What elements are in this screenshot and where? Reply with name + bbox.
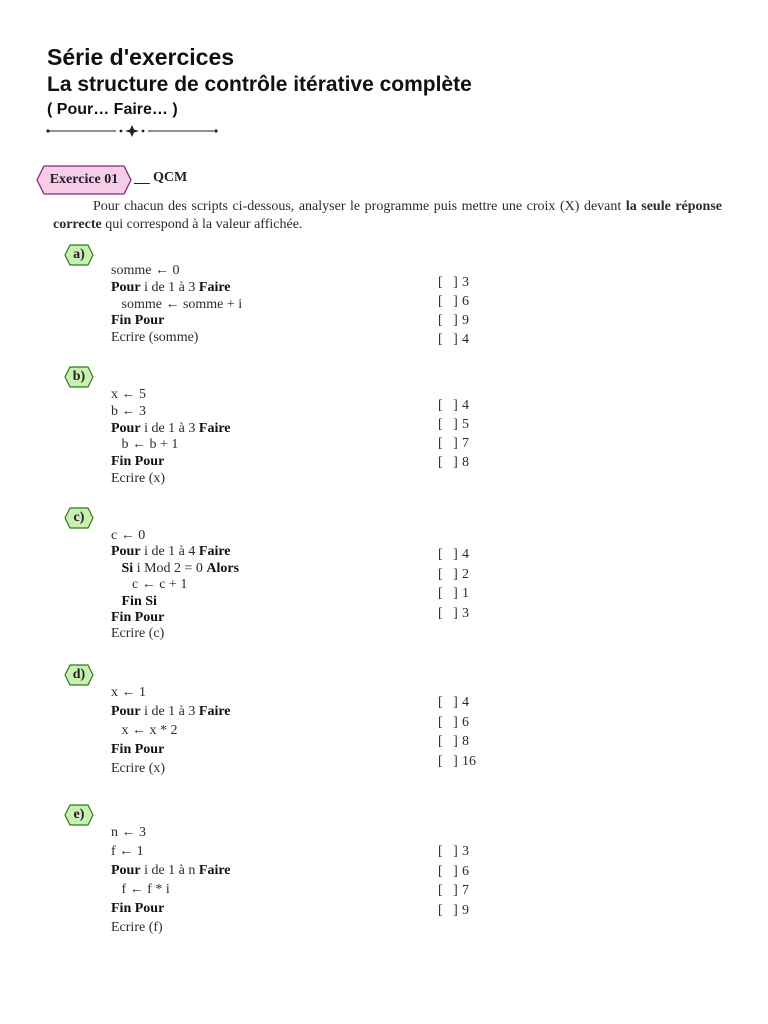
code-text [111, 561, 122, 576]
question-badge-c [64, 507, 94, 529]
code-text: Ecrire (x) [111, 761, 166, 776]
answer-checkbox[interactable]: [ ] [438, 547, 458, 562]
exercise-separator [134, 183, 150, 184]
answer-value: 16 [462, 753, 476, 769]
code-text: b ← 3 [111, 403, 146, 419]
code-keyword: Pour [111, 544, 141, 560]
answer-option[interactable] [438, 293, 469, 310]
answer-value: 4 [462, 332, 469, 347]
answer-option[interactable] [438, 416, 469, 433]
answer-option[interactable] [438, 882, 469, 899]
answer-value: 8 [462, 455, 469, 470]
answer-checkbox[interactable]: [ ] [438, 753, 458, 769]
code-text: x ← x * 2 [111, 723, 178, 738]
answer-value: 8 [462, 734, 469, 749]
question-badge-d [64, 664, 94, 686]
answer-option[interactable] [438, 397, 469, 414]
question-label: c) [73, 510, 85, 525]
exercise-instructions [53, 198, 722, 234]
answer-checkbox[interactable]: [ ] [438, 436, 458, 451]
answer-value: 1 [462, 586, 469, 601]
code-text: f ← 1 [111, 844, 144, 859]
code-text: Ecrire (somme) [111, 330, 199, 346]
answer-checkbox[interactable]: [ ] [438, 313, 458, 328]
answer-checkbox[interactable]: [ ] [438, 417, 458, 432]
code-text: n ← 3 [111, 825, 146, 840]
code-keyword: Faire [198, 863, 231, 878]
page-tagline: ( Pour… Faire… ) [47, 101, 178, 118]
code-line [111, 436, 178, 453]
answer-value: 3 [462, 605, 469, 621]
code-text: i de 1 à 4 [140, 544, 199, 560]
exercise-type: QCM [153, 170, 188, 185]
question-label: d) [72, 667, 86, 682]
answer-option[interactable] [438, 605, 469, 622]
code-line [111, 703, 231, 720]
code-line [111, 760, 165, 777]
code-line [111, 403, 146, 420]
answer-option[interactable] [438, 863, 469, 880]
page-title: Série d'exercices [47, 44, 235, 70]
code-line [111, 576, 187, 593]
code-text: c ← c + 1 [111, 577, 188, 593]
answer-option[interactable] [438, 753, 476, 770]
code-text [111, 594, 122, 609]
code-keyword: Faire [198, 544, 231, 560]
code-line [111, 329, 198, 346]
code-keyword: Fin Pour [111, 313, 165, 329]
code-text: i Mod 2 = 0 [133, 560, 207, 576]
code-line [111, 296, 242, 313]
answer-value: 4 [462, 398, 469, 413]
code-text: b ← b + 1 [111, 437, 179, 453]
answer-checkbox[interactable]: [ ] [438, 902, 458, 918]
code-text: Ecrire (x) [111, 471, 166, 486]
question-label: e) [73, 807, 85, 822]
answer-value: 9 [462, 902, 469, 918]
exercise-badge [36, 165, 132, 195]
code-text: i de 1 à 3 [140, 279, 199, 295]
answer-value: 9 [462, 313, 469, 328]
code-keyword: Faire [198, 279, 231, 295]
code-text: Ecrire (f) [111, 920, 163, 935]
code-keyword: Pour [111, 420, 141, 436]
answer-option[interactable] [438, 694, 469, 711]
answer-checkbox[interactable]: [ ] [438, 695, 458, 710]
code-line [111, 312, 164, 329]
instructions-bold: la seule réponse correcte [53, 199, 722, 232]
question-badge-b [64, 366, 94, 388]
code-line [111, 386, 146, 403]
code-keyword: Pour [111, 863, 141, 878]
answer-option[interactable] [438, 312, 469, 329]
answer-option[interactable] [438, 546, 469, 563]
question-label: a) [73, 247, 85, 262]
code-keyword: Pour [111, 704, 141, 719]
code-keyword: Si [121, 560, 134, 576]
answer-value: 4 [462, 695, 469, 710]
code-line [111, 741, 164, 758]
code-text: Ecrire (c) [111, 626, 165, 642]
answer-checkbox[interactable]: [ ] [438, 863, 458, 879]
answer-option[interactable] [438, 733, 469, 750]
code-text: x ← 1 [111, 685, 146, 700]
exercise-badge-label: Exercice 01 [49, 172, 119, 187]
answer-checkbox[interactable]: [ ] [438, 586, 458, 601]
answer-option[interactable] [438, 714, 469, 731]
answer-option[interactable] [438, 843, 469, 860]
code-text: c ← 0 [111, 528, 146, 543]
code-line [111, 843, 144, 860]
answer-option[interactable] [438, 902, 469, 919]
code-keyword: Fin Si [121, 593, 157, 609]
code-keyword: Fin Pour [111, 742, 165, 757]
question-badge-e [64, 804, 94, 826]
code-keyword: Fin Pour [111, 901, 165, 916]
code-line [111, 722, 178, 739]
code-line [111, 420, 231, 437]
question-badge-a [64, 244, 94, 266]
code-text: i de 1 à 3 [140, 420, 199, 436]
code-line [111, 862, 231, 879]
answer-value: 7 [462, 436, 469, 451]
answer-value: 7 [462, 883, 469, 898]
code-line [111, 684, 146, 701]
code-line [111, 625, 164, 642]
answer-option[interactable] [438, 566, 469, 583]
answer-option[interactable] [438, 331, 469, 348]
answer-checkbox[interactable]: [ ] [438, 714, 458, 730]
code-text: i de 1 à 3 [140, 704, 199, 719]
answer-checkbox[interactable]: [ ] [438, 398, 458, 413]
code-text: i de 1 à n [140, 863, 199, 878]
answer-option[interactable] [438, 435, 469, 452]
code-line [111, 279, 231, 296]
code-line [111, 527, 145, 544]
ornament-divider [46, 124, 218, 138]
code-line [111, 900, 164, 917]
code-line [111, 262, 179, 279]
code-text: somme ← somme + i [111, 296, 243, 312]
code-keyword: Fin Pour [111, 610, 165, 625]
code-text: x ← 5 [111, 387, 146, 402]
code-keyword: Fin Pour [111, 454, 165, 470]
answer-checkbox[interactable]: [ ] [438, 275, 458, 290]
code-keyword: Alors [206, 560, 240, 576]
answer-option[interactable] [438, 454, 469, 471]
code-text: somme ← 0 [111, 263, 180, 278]
answer-checkbox[interactable]: [ ] [438, 734, 458, 749]
instructions-text-2: qui correspond à la valeur affichée. [101, 217, 303, 232]
code-line [111, 919, 163, 936]
code-line [111, 609, 164, 626]
code-keyword: Pour [111, 279, 141, 295]
code-keyword: Faire [198, 704, 231, 719]
answer-option[interactable] [438, 585, 469, 602]
answer-option[interactable] [438, 274, 469, 291]
answer-checkbox[interactable]: [ ] [438, 605, 458, 621]
answer-checkbox[interactable]: [ ] [438, 883, 458, 898]
answer-checkbox[interactable]: [ ] [438, 294, 458, 309]
answer-value: 6 [462, 863, 469, 879]
answer-value: 5 [462, 417, 469, 432]
question-label: b) [72, 369, 86, 384]
code-line [111, 593, 157, 610]
answer-checkbox[interactable]: [ ] [438, 455, 458, 470]
code-line [111, 453, 164, 470]
code-keyword: Faire [198, 420, 231, 436]
answer-value: 3 [462, 844, 469, 859]
answer-value: 6 [462, 294, 469, 309]
answer-value: 6 [462, 714, 469, 730]
answer-value: 2 [462, 566, 469, 582]
code-text: f ← f * i [111, 882, 170, 897]
answer-value: 3 [462, 275, 469, 290]
code-line [111, 470, 165, 487]
answer-value: 4 [462, 547, 469, 562]
page-subtitle: La structure de contrôle itérative complète [47, 73, 472, 96]
answer-checkbox[interactable]: [ ] [438, 844, 458, 859]
code-line [111, 560, 239, 577]
code-line [111, 881, 170, 898]
instructions-text-1: Pour chacun des scripts ci-dessous, analyser le programme puis mettre une croix (X) devant [93, 199, 626, 214]
code-line [111, 824, 146, 841]
code-line [111, 543, 231, 560]
answer-checkbox[interactable]: [ ] [438, 566, 458, 582]
answer-checkbox[interactable]: [ ] [438, 332, 458, 347]
